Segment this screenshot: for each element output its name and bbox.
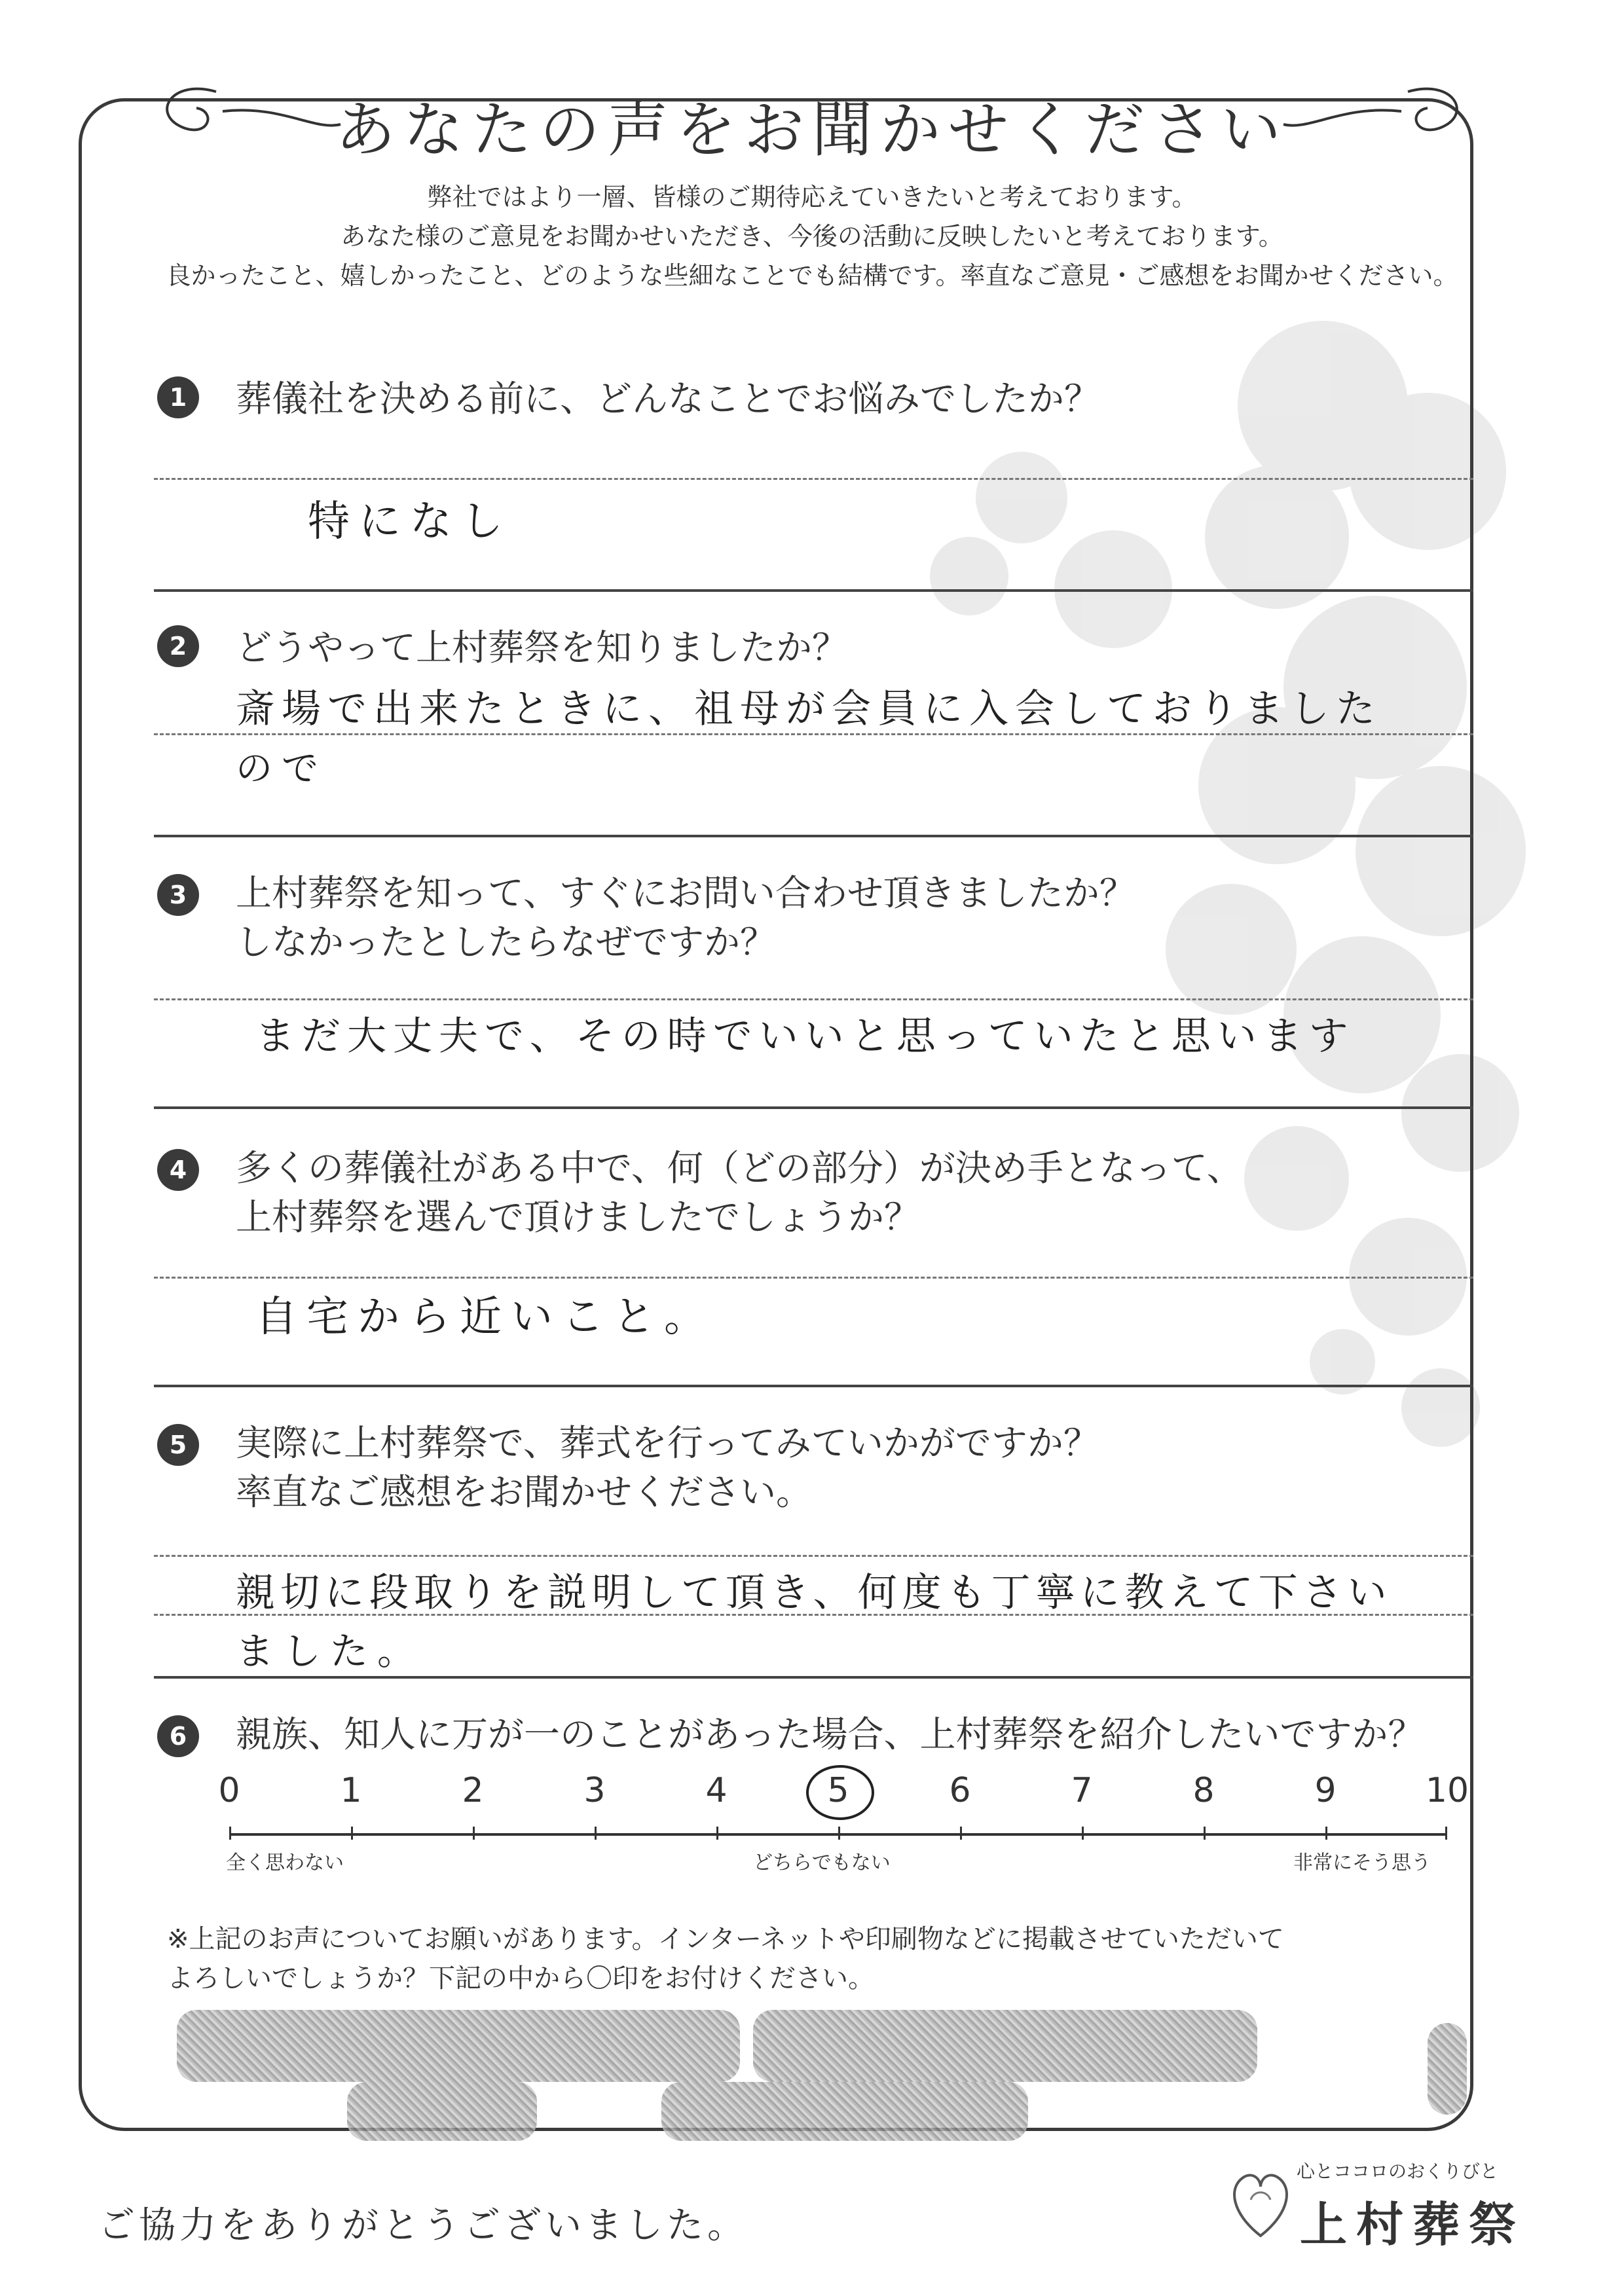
scale-number-3[interactable]: 3	[583, 1771, 606, 1810]
logo-tagline: 心とココロのおくりびと	[1297, 2160, 1499, 2182]
answer-line	[154, 1614, 1473, 1616]
intro-line-1: 弊社ではより一層、皆様のご期待応えていきたいと考えております。	[427, 183, 1197, 211]
answer-4-text: 自宅から近いこと。	[255, 1293, 715, 1341]
answer-line	[154, 478, 1473, 480]
question-2-text: どうやって上村葬祭を知りましたか？	[236, 627, 849, 668]
scale-number-10[interactable]: 10	[1425, 1771, 1469, 1810]
scale-tick	[838, 1827, 840, 1840]
redacted-option	[753, 2010, 1257, 2082]
answer-line	[154, 733, 1473, 735]
scale-number-4[interactable]: 4	[705, 1771, 728, 1810]
scale-number-6[interactable]: 6	[949, 1771, 971, 1810]
intro-line-3: 良かったこと、嬉しかったこと、どのような些細なことでも結構です。率直なご意見・ご感想をお聞かせください。	[166, 261, 1458, 290]
question-5-text-line-2: 率直なご感想をお聞かせください。	[236, 1471, 813, 1513]
redacted-option	[347, 2082, 537, 2141]
scale-number-7[interactable]: 7	[1071, 1771, 1093, 1810]
scale-tick	[1445, 1827, 1447, 1840]
question-6-text: 親族、知人に万が一のことがあった場合、上村葬祭を紹介したいですか？	[236, 1713, 1424, 1755]
question-5-text-line-1: 実際に上村葬祭で、葬式を行ってみていかがですか？	[236, 1422, 1099, 1464]
question-number-4: 4	[157, 1149, 199, 1191]
question-4-text-line-2: 上村葬祭を選んで頂けましたでしょうか？	[236, 1196, 921, 1238]
answer-1-text: 特になし	[308, 498, 512, 546]
section-divider	[154, 1385, 1473, 1387]
scale-tick	[351, 1827, 353, 1840]
scale-number-0[interactable]: 0	[218, 1771, 240, 1810]
scale-tick	[716, 1827, 718, 1840]
answer-5-text-line-2: ました。	[236, 1629, 425, 1673]
question-number-6: 6	[157, 1715, 199, 1757]
page-title: あなたの声をお聞かせください	[335, 95, 1289, 165]
answer-3-text: まだ大丈夫で、その時でいいと思っていたと思います	[255, 1013, 1355, 1059]
scale-tick	[1082, 1827, 1084, 1840]
permission-note-line-1: ※上記のお声についてお願いがあります。インターネットや印刷物などに掲載させていただいて	[167, 1924, 1284, 1954]
question-number-3: 3	[157, 874, 199, 916]
section-divider	[154, 589, 1473, 592]
scale-number-1[interactable]: 1	[340, 1771, 362, 1810]
scale-number-2[interactable]: 2	[462, 1771, 484, 1810]
scale-tick	[229, 1827, 231, 1840]
section-divider	[154, 1106, 1473, 1109]
answer-2-text-line-2: ので	[236, 748, 327, 790]
question-4-text-line-1: 多くの葬儀社がある中で、何（どの部分）が決め手となって、	[236, 1147, 1243, 1189]
question-3-text-line-2: しなかったとしたらなぜですか？	[236, 921, 777, 963]
scale-label-high: 非常にそう思う	[1293, 1851, 1431, 1874]
scale-tick	[1325, 1827, 1327, 1840]
question-number-5: 5	[157, 1424, 199, 1466]
redacted-option	[661, 2082, 1028, 2141]
scale-label-low: 全く思わない	[226, 1851, 344, 1874]
scale-number-8[interactable]: 8	[1192, 1771, 1215, 1810]
section-divider	[154, 835, 1473, 837]
redacted-option	[177, 2010, 740, 2082]
answer-line	[154, 998, 1473, 1000]
scale-label-mid: どちらでもない	[753, 1851, 891, 1874]
selected-circle-mark	[802, 1761, 881, 1827]
answer-5-text-line-1: 親切に段取りを説明して頂き、何度も丁寧に教えて下さい	[236, 1570, 1392, 1616]
answer-line	[154, 1277, 1473, 1279]
answer-line	[154, 1555, 1473, 1557]
heart-logo-icon	[1225, 2160, 1297, 2246]
scale-number-5[interactable]: 5	[827, 1771, 849, 1810]
thank-you-footer: ご協力をありがとうございました。	[98, 2204, 748, 2247]
scale-number-9[interactable]: 9	[1314, 1771, 1337, 1810]
question-3-text-line-1: 上村葬祭を知って、すぐにお問い合わせ頂きましたか？	[236, 872, 1135, 914]
question-number-2: 2	[157, 625, 199, 667]
scale-tick	[473, 1827, 475, 1840]
redacted-option	[1428, 2023, 1467, 2115]
question-number-1: 1	[157, 376, 199, 418]
answer-2-text-line-1: 斎場で出来たときに、祖母が会員に入会しておりました	[236, 686, 1382, 732]
permission-note-line-2: よろしいでしょうか？下記の中から〇印をお付けください。	[167, 1963, 874, 1994]
intro-line-2: あなた様のご意見をお聞かせいただき、今後の活動に反映したいと考えております。	[341, 222, 1283, 251]
scale-tick	[595, 1827, 597, 1840]
question-1-text: 葬儀社を決める前に、どんなことでお悩みでしたか？	[236, 378, 1101, 420]
section-divider	[154, 1676, 1473, 1679]
company-logo-name: 上村葬祭	[1300, 2197, 1526, 2252]
scale-tick	[960, 1827, 962, 1840]
scale-tick	[1204, 1827, 1206, 1840]
